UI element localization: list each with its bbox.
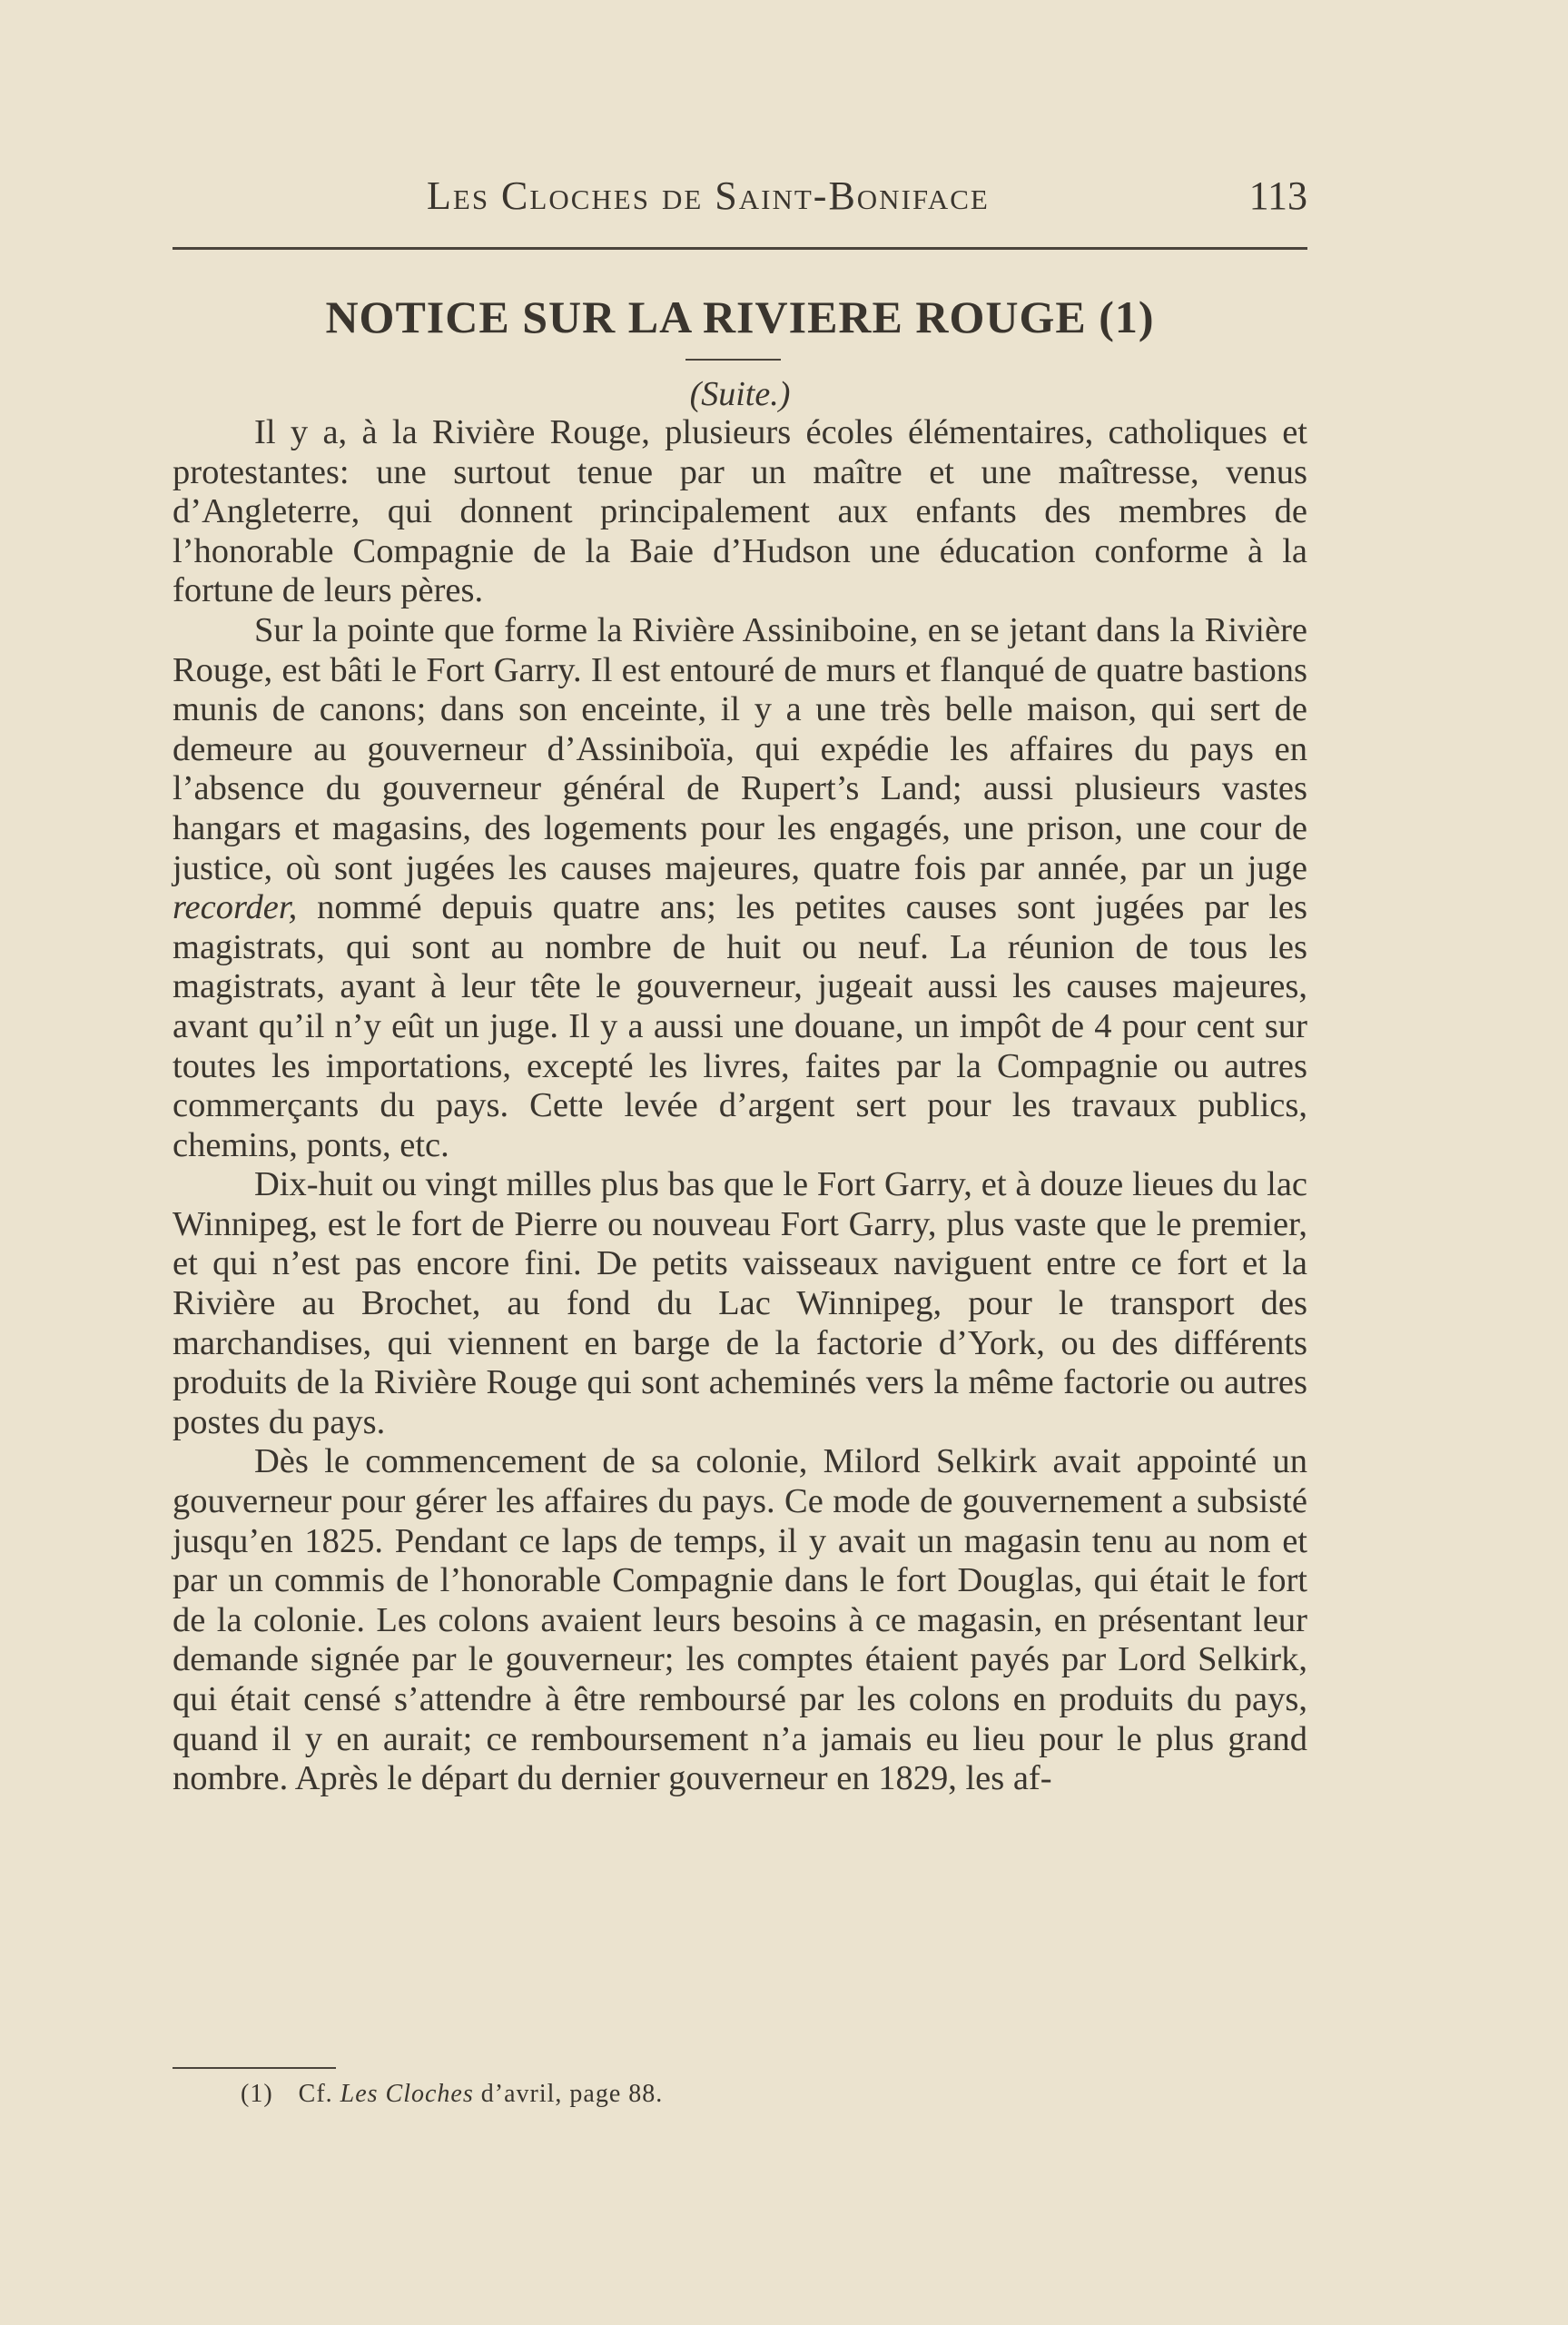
footnote-rule [173,2067,336,2069]
paragraph-4: Dès le commencement de sa colonie, Milord Selkirk avait appointé un gouverneur pour gérer les affaires du pays. Ce mode de gouvernement a subsisté jusqu’en 1825. Pendant ce laps de temps, il y avait un magasin tenu au nom et par un commis de l’honorable Compagnie dans le fort Douglas, qui était le fort de la colonie. Les colons avaient leurs besoins à ce magasin, en présentant leur demande signée par le gouverneur; les comptes étaient payés par Lord Selkirk, qui était censé s’attendre à être remboursé par les colons en produits du pays, quand il y en aurait; ce remboursement n’a jamais eu lieu pour le plus grand nombre. Après le départ du dernier gouverneur en 1829, les af- [173,1442,1307,1798]
paragraph-3: Dix-huit ou vingt milles plus bas que le Fort Garry, et à douze lieues du lac Winnipeg, est le fort de Pierre ou nouveau Fort Garry, plus vaste que le premier, et qui n’est pas encore fini. De petits vaisseaux naviguent entre ce fort et la Rivière au Brochet, au fond du Lac Winnipeg, pour le transport des marchandises, qui viennent en barge de la factorie d’York, ou des différents produits de la Rivière Rouge qui sont acheminés vers la même factorie ou autres postes du pays. [173,1165,1307,1441]
paragraph-2-italic: recorder, [173,888,298,927]
article-title: NOTICE SUR LA RIVIERE ROUGE (1) [325,292,1155,342]
footnote-prefix: Cf. [298,2080,333,2108]
footnote-mark: (1) [241,2080,273,2108]
footnote-italic: Les Cloches [340,2080,474,2108]
running-header [173,173,1307,227]
footnote [241,2080,663,2109]
paragraph-1: Il y a, à la Rivière Rouge, plusieurs écoles élémentaires, catholiques et protestantes: une surtout tenue par un maître et une maîtresse, venus d’Angleterre, qui donnent principalement aux enfants des membres de l’honorable Compagnie de la Baie d’Hudson une éducation conforme à la fortune de leurs pères. [173,413,1307,610]
paragraph-2-part-b: nommé depuis quatre ans; les petites causes sont jugées par les magistrats, qui sont au nombre de huit ou neuf. La réunion de tous les magistrats, ayant à leur tête le gouverneur, jugeait aussi les causes majeures, avant qu’il n’y eût un juge. Il y a aussi une douane, un impôt de 4 pour cent sur toutes les importations, excepté les livres, faites par la Compagnie ou autres commerçants du pays. Cette levée d’argent sert pour les travaux publics, chemins, ponts, etc. [173,888,1308,1164]
header-rule [173,247,1307,250]
paragraph-2 [173,611,1307,1165]
title-divider [685,359,781,361]
page-number: 113 [1248,173,1307,218]
running-title: Les Cloches de Saint-Boniface [427,173,990,218]
footnote-suffix: d’avril, page 88. [480,2080,664,2108]
article-subtitle: (Suite.) [689,375,791,413]
paragraph-2-part-a: Sur la pointe que forme la Rivière Assiniboine, en se jetant dans la Rivière Rouge, est bâti le Fort Garry. Il est entouré de murs et flanqué de quatre bastions munis de canons; dans son enceinte, il y a une très belle maison, qui sert de demeure au gouverneur d’Assiniboïa, qui expédie les affaires du pays en l’absence du gouverneur général de Rupert’s Land; aussi plusieurs vastes hangars et magasins, des logements pour les engagés, une prison, une cour de justice, où sont jugées les causes majeures, quatre fois par année, par un juge [173,610,1307,887]
article-body [173,413,1307,1799]
